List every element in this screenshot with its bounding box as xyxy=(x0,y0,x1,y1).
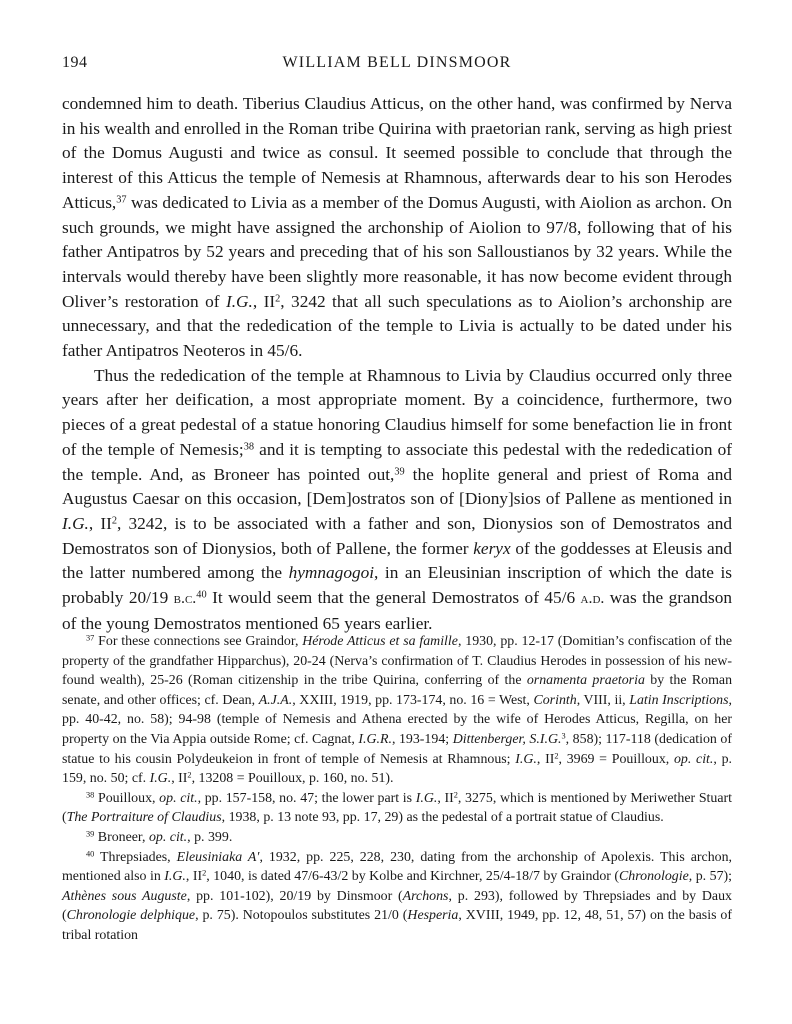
footnote-38: $^{38}$ Pouilloux, op. cit., pp. 157-158, no. 47; the lower part is I.G., $II^2$, 3275, which is mentioned by Meriwether Stuart (The Portraiture of Claudius, 1938, p. 13 note 93, pp. 17, 29) as the pedestal of a portrait statue of Claudius. xyxy=(62,790,732,826)
footnote-39: $^{39}$ Broneer, op. cit., p. 399. xyxy=(86,829,233,845)
paragraph-1: condemned him to death. Tiberius Claudius Atticus, on the other hand, was confirmed by Nerva in his wealth and enrolled in the Roman tribe Quirina with praetorian rank, serving as high priest of the Domus Augusti and twice as consul. It seemed possible to conclude that through the interest of this Atticus the temple of Nemesis at Rhamnous, afterwards dear to his son Herodes Atticus,$^{37}$ was dedicated to Livia as a member of the Domus Augusti, with Aiolion as archon. On such grounds, we might have assigned the archonship of Aiolion to 97/8, following that of his father Antipatros by 52 years and preceding that of his son Salloustianos by 32 years. While the intervals would thereby have been slightly more reasonable, it has now become evident through Oliver’s restoration of I.G., $II^2$, 3242 that all such speculations as to Aiolion’s archonship are unnecessary, and that the rededication of the temple to Livia is actually to be dated under his father Antipatros Neoteros in 45/6. xyxy=(62,94,733,361)
footnotes xyxy=(62,632,732,946)
footnote-ref-40[interactable]: 40 xyxy=(196,589,207,601)
footnote-ref-38[interactable]: 38 xyxy=(243,441,255,453)
page-header xyxy=(62,54,732,76)
page-number: 194 xyxy=(62,54,88,71)
paragraph-2: Thus the rededication of the temple at Rhamnous to Livia by Claudius occurred only three years after her deification, a most appropriate moment. By a coincidence, furthermore, two pieces of a great pedestal of a statue honoring Claudius himself for some benefaction lie in front of the temple of Nemesis;$^{38}$ and it is tempting to associate this pedestal with the rededication of the temple. And, as Broneer has pointed out,$^{39}$ the hoplite general and priest of Roma and Augustus Caesar on this occasion, [Dem]ostratos son of [Diony]sios of Pallene as mentioned in I.G., $II^2$, 3242, is to be associated with a father and son, Dionysios son of Demostratos and Demostratos son of Dionysios, both of Pallene, the former keryx of the goddesses at Eleusis and the latter numbered among the hymnagogoi, in an Eleusinian inscription of which the date is probably 20/19 b.c.$^{40}$ It would seem that the general Demostratos of 45/6 a.d. was the grandson of the young Demostratos mentioned 65 years earlier. xyxy=(62,365,733,633)
footnote-37: $^{37}$ For these connections see Graindor, Hérode Atticus et sa famille, 1930, pp. 12-17 (Domitian’s confiscation of the property of the grandfather Hipparchus), 20-24 (Nerva’s confirmation of T. Claudius Herodes in possession of his new-found wealth), 25-26 (Roman citizenship in the tribe Quirina, conferring of the ornamenta praetoria by the Roman senate, and other offices; cf. Dean, A.J.A., XXIII, 1919, pp. 173-174, no. 16 = West, Corinth, VIII, ii, Latin Inscriptions, pp. 40-42, no. 58); 94-98 (temple of Nemesis and Athena erected by the wife of Herodes Atticus, Regilla, on her property on the Via Appia outside Rome; cf. Cagnat, I.G.R., 193-194; Dittenberger, S.I.G.$^3$, 858); 117-118 (dedication of statue to his cousin Polydeukeion in front of temple of Nemesis at Rhamnous; I.G., $II^2$, 3969 = Pouilloux, op. cit., p. 159, no. 50; cf. I.G., $II^2$, 13208 = Pouilloux, p. 160, no. 51). xyxy=(62,633,733,787)
footnote-ref-39[interactable]: 39 xyxy=(394,465,405,477)
body-text xyxy=(62,92,732,636)
footnote-ref-37[interactable]: 37 xyxy=(116,194,127,206)
footnote-40: $^{40}$ Threpsiades, Eleusiniaka A′, 1932, pp. 225, 228, 230, dating from the archonship of Apolexis. This archon, mentioned also in I.G., $II^2$, 1040, is dated 47/6-43/2 by Kolbe and Kirchner, 25/4-18/7 by Graindor (Chronologie, p. 57); Athènes sous Auguste, pp. 101-102), 20/19 by Dinsmoor (Archons, p. 293), followed by Threpsiades and by Daux (Chronologie delphique, p. 75). Notopoulos substitutes 21/0 (Hesperia, XVIII, 1949, pp. 12, 48, 51, 57) on the basis of tribal rotation xyxy=(62,848,733,943)
running-head: WILLIAM BELL DINSMOOR xyxy=(282,54,512,71)
